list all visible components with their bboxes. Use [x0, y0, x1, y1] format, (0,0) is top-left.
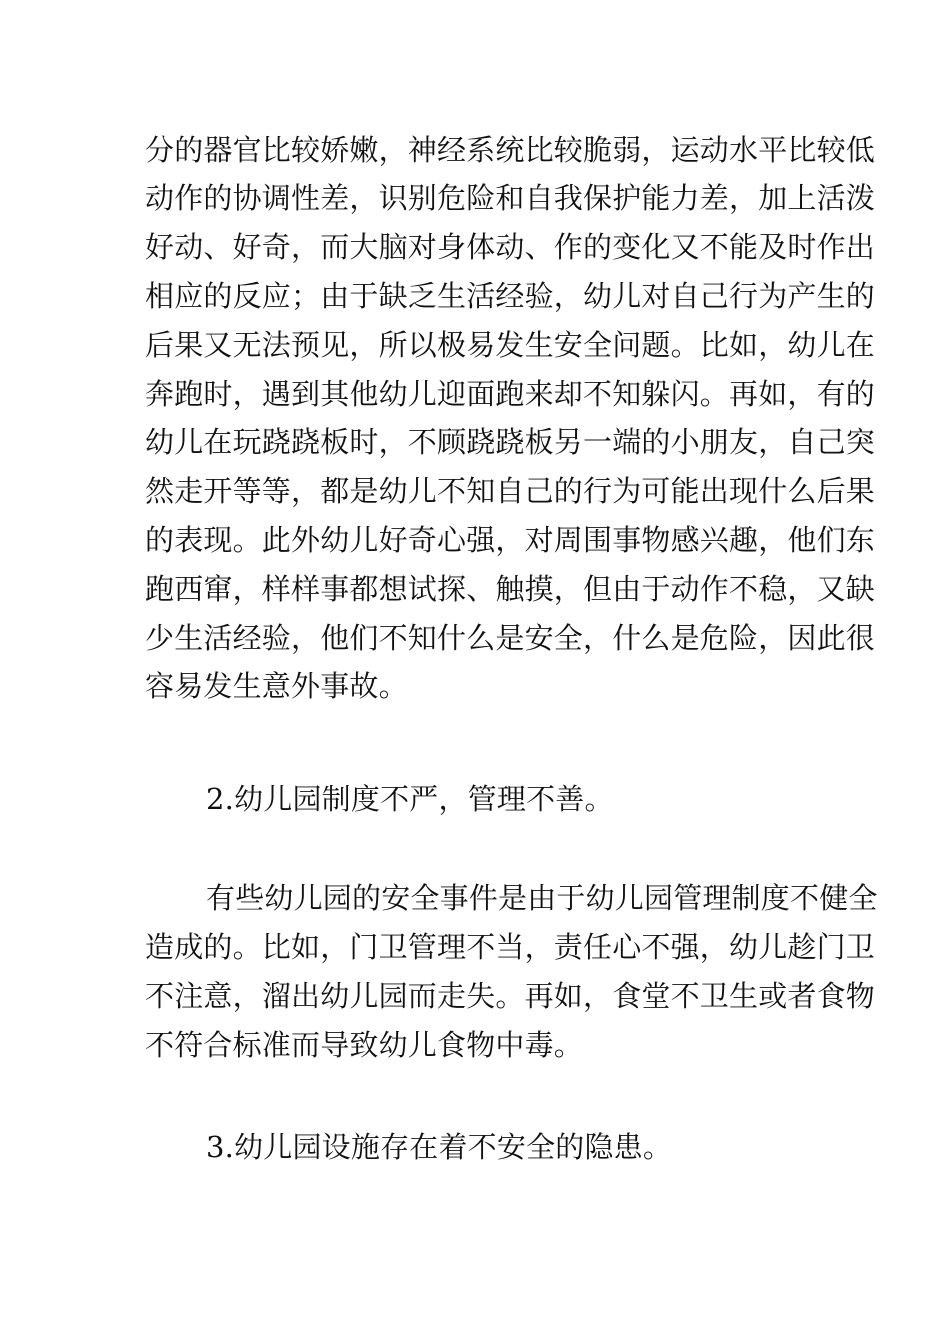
section-heading-3: 3.幼儿园设施存在着不安全的隐患。 [206, 1130, 673, 1164]
text-line: 有些幼儿园的安全事件是由于幼儿园管理制度不健全 [206, 881, 878, 915]
text-line: 少生活经验，他们不知什么是安全，什么是危险，因此很 [145, 621, 876, 655]
text-line: 幼儿在玩跷跷板时，不顾跷跷板另一端的小朋友，自己突 [145, 425, 876, 459]
text-line: 跑西窜，样样事都想试探、触摸，但由于动作不稳，又缺 [145, 572, 876, 606]
text-line: 造成的。比如，门卫管理不当，责任心不强，幼儿趁门卫 [145, 930, 876, 964]
text-line: 相应的反应；由于缺乏生活经验，幼儿对自己行为产生的 [145, 279, 876, 313]
text-line: 分的器官比较娇嫩，神经系统比较脆弱，运动水平比较低 [145, 133, 876, 167]
text-line: 的表现。此外幼儿好奇心强，对周围事物感兴趣，他们东 [145, 523, 876, 557]
text-line: 然走开等等，都是幼儿不知自己的行为可能出现什么后果 [145, 474, 876, 508]
section-heading-2: 2.幼儿园制度不严，管理不善。 [206, 782, 614, 816]
text-line: 奔跑时，遇到其他幼儿迎面跑来却不知躲闪。再如，有的 [145, 377, 876, 411]
text-line: 好动、好奇，而大脑对身体动、作的变化又不能及时作出 [145, 230, 876, 264]
text-line: 动作的协调性差，识别危险和自我保护能力差，加上活泼 [145, 181, 876, 215]
text-line: 容易发生意外事故。 [145, 669, 408, 703]
text-line: 后果又无法预见，所以极易发生安全问题。比如，幼儿在 [145, 328, 876, 362]
text-line: 不注意，溜出幼儿园而走失。再如，食堂不卫生或者食物 [145, 979, 876, 1013]
text-line: 不符合标准而导致幼儿食物中毒。 [145, 1028, 584, 1062]
